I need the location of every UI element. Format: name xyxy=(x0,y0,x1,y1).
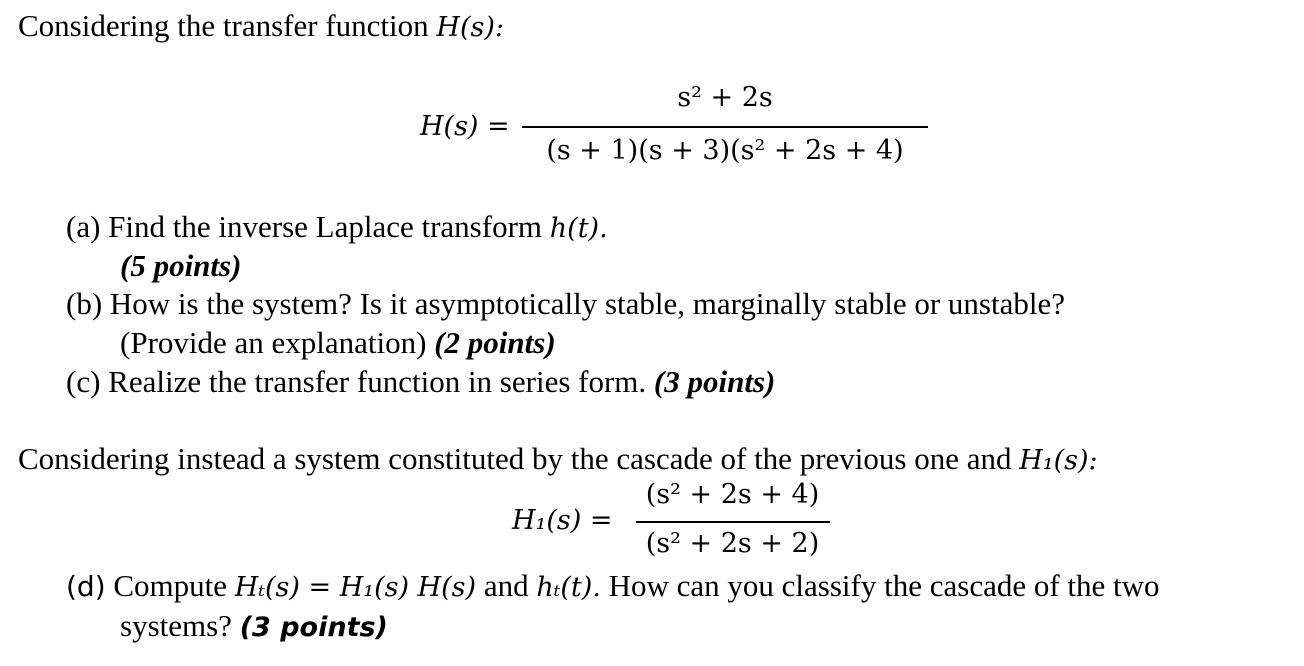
eq1-lhs: H(s) = xyxy=(420,111,510,142)
item-d-math1: Hₜ(s) = H₁(s) H(s) xyxy=(234,572,477,603)
item-b-marker: (b) xyxy=(66,286,103,321)
item-a-marker: (a) xyxy=(66,209,101,244)
eq2-numerator: (s² + 2s + 4) xyxy=(645,479,820,510)
intro-line xyxy=(18,10,504,41)
item-a-math: h(t). xyxy=(549,213,608,244)
item-b-text: How is the system? Is it asymptotically stable, marginally stable or unstable? xyxy=(109,286,1065,321)
cascade-text: Considering instead a system constituted by the cascade of the previous one and xyxy=(18,441,1020,476)
item-d-line2 xyxy=(120,610,388,641)
item-c-marker: (c) xyxy=(66,364,101,399)
item-d-points: (3 points) xyxy=(239,612,388,643)
item-c-text: Realize the transfer function in series form. xyxy=(108,364,654,399)
item-d-text4: systems? xyxy=(120,608,240,643)
eq1-denominator: (s + 1)(s + 3)(s² + 2s + 4) xyxy=(546,135,904,166)
intro-text: Considering the transfer function xyxy=(18,8,437,43)
eq1-fraction-bar xyxy=(522,126,928,128)
item-d-text1: Compute xyxy=(113,568,235,603)
item-a-text: Find the inverse Laplace transform xyxy=(108,209,550,244)
item-b-text2: (Provide an explanation) xyxy=(120,325,435,360)
cascade-symbol: H₁(s): xyxy=(1019,445,1098,476)
item-a xyxy=(66,211,608,242)
item-c xyxy=(66,366,775,397)
item-a-points: (5 points) xyxy=(120,248,242,283)
item-d-text3: How can you classify the cascade of the two xyxy=(600,568,1160,603)
item-d-text2: and xyxy=(476,568,537,603)
item-d-marker: (d) xyxy=(66,570,106,603)
item-b xyxy=(66,288,1065,319)
eq2-denominator: (s² + 2s + 2) xyxy=(645,528,820,559)
cascade-line xyxy=(18,443,1098,474)
item-b-points: (2 points) xyxy=(434,325,556,360)
item-d xyxy=(66,570,1160,601)
intro-symbol: H(s): xyxy=(436,12,504,43)
item-b-line2 xyxy=(120,327,556,358)
eq2-lhs: H₁(s) = xyxy=(512,505,613,536)
eq1-numerator: s² + 2s xyxy=(677,82,773,113)
item-d-math2: hₜ(t). xyxy=(536,572,601,603)
item-c-points: (3 points) xyxy=(653,364,776,399)
eq2-fraction-bar xyxy=(636,521,830,523)
